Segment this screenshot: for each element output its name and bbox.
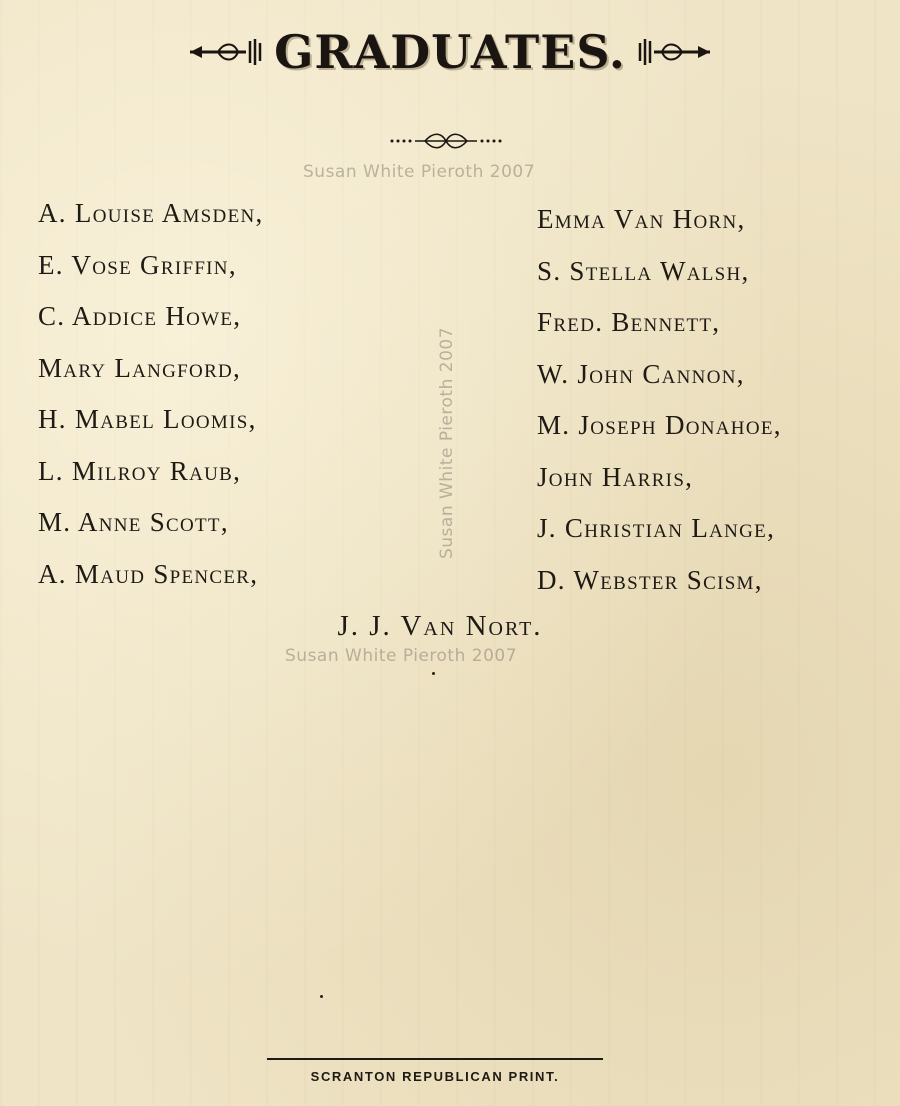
graduate-name: A. Louise Amsden, [38,198,264,228]
footer-rule [267,1058,603,1060]
graduate-name: M. Anne Scott, [38,507,229,537]
graduate-name: Fred. Bennett, [537,307,721,337]
graduate-name: W. John Cannon, [537,358,745,389]
printer-credit: SCRANTON REPUBLICAN PRINT. [310,1069,560,1084]
graduate-name: S. Stella Walsh, [537,255,750,286]
graduate-name: M. Joseph Donahoe, [537,410,782,440]
graduate-name: A. Maud Spencer, [38,558,259,589]
watermark-bottom: Susan White Pieroth 2007 [285,646,518,666]
graduate-name: John Harris, [537,461,694,492]
graduate-name: E. Vose Griffin, [38,249,237,280]
watermark-top: Susan White Pieroth 2007 [303,162,536,182]
graduate-name: D. Webster Scism, [537,564,763,595]
graduates-left-column [38,193,264,605]
graduate-name: J. Christian Lange, [537,513,776,543]
ink-speck [432,672,435,675]
ornamental-divider-icon [389,130,503,152]
graduate-name: C. Addice Howe, [38,301,242,331]
graduates-right-column [537,199,782,611]
graduate-name: L. Milroy Raub, [38,455,242,486]
ink-speck [320,995,323,998]
left-flourish-icon [188,37,268,67]
graduate-name: H. Mabel Loomis, [38,404,257,434]
right-flourish-icon [632,37,712,67]
title-row [0,22,900,82]
graduate-name-final: J. J. Van Nort. [337,610,543,642]
watermark-vertical: Susan White Pieroth 2007 [437,326,457,560]
page-title: GRADUATES. [274,25,626,79]
graduate-name: Mary Langford, [38,352,242,383]
graduate-name: Emma Van Horn, [537,204,746,234]
